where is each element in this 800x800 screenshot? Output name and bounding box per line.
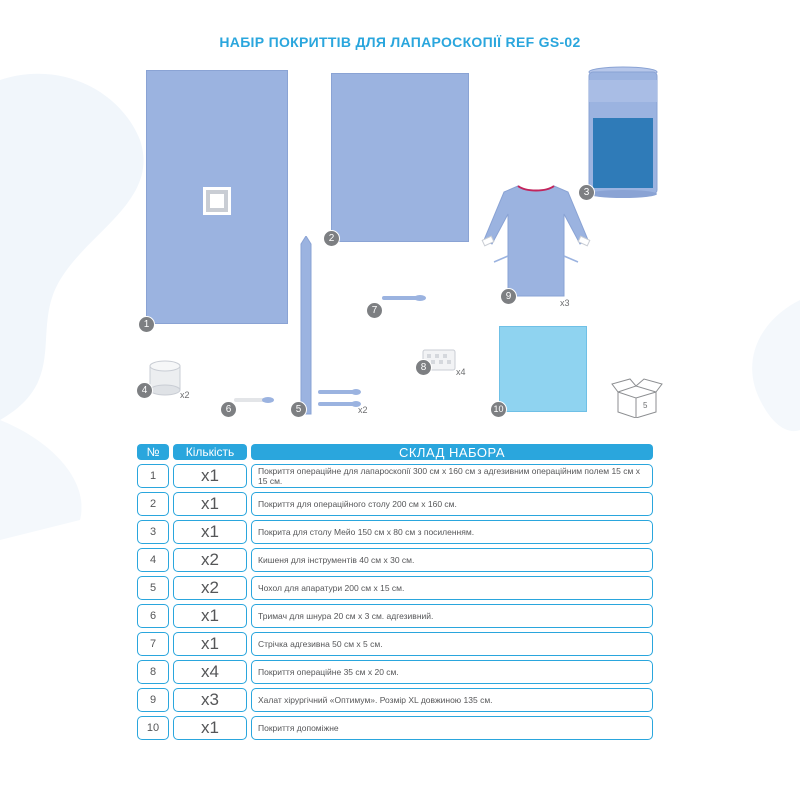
- row-quantity: x3: [173, 688, 247, 712]
- item-badge-10: 10: [490, 401, 507, 418]
- row-description: Тримач для шнура 20 см х 3 см. адгезивний.: [251, 604, 653, 628]
- table-row: [137, 492, 653, 516]
- header-quantity: Кількість: [173, 444, 247, 460]
- qty-label-4: x2: [180, 390, 190, 400]
- item-badge-7: 7: [366, 302, 383, 319]
- table-row: [137, 548, 653, 572]
- row-quantity: x1: [173, 716, 247, 740]
- item-badge-8: 8: [415, 359, 432, 376]
- row-number: 9: [137, 688, 169, 712]
- qty-label-8: x4: [456, 367, 466, 377]
- row-description: Покриття операційне 35 см х 20 см.: [251, 660, 653, 684]
- item-badge-9: 9: [500, 288, 517, 305]
- item-badge-2: 2: [323, 230, 340, 247]
- table-row: [137, 688, 653, 712]
- row-number: 4: [137, 548, 169, 572]
- drape-table-cover: [331, 73, 469, 242]
- qty-label-9: x3: [560, 298, 570, 308]
- row-quantity: x1: [173, 604, 247, 628]
- item-badge-1: 1: [138, 316, 155, 333]
- row-quantity: x2: [173, 548, 247, 572]
- row-quantity: x2: [173, 576, 247, 600]
- row-quantity: x4: [173, 660, 247, 684]
- cord-holder: [234, 394, 276, 406]
- composition-table: [133, 440, 657, 744]
- table-header-row: [137, 444, 653, 460]
- row-description: Халат хірургічний «Оптимум». Розмір XL довжиною 135 см.: [251, 688, 653, 712]
- row-number: 6: [137, 604, 169, 628]
- adhesive-tape: [382, 292, 428, 304]
- row-description: Стрічка адгезивна 50 см х 5 см.: [251, 632, 653, 656]
- row-description: Кишеня для інструментів 40 см х 30 см.: [251, 548, 653, 572]
- row-number: 8: [137, 660, 169, 684]
- row-quantity: x1: [173, 520, 247, 544]
- tie-strips: [318, 386, 362, 412]
- surgical-gown-icon: [480, 180, 592, 304]
- table-row: [137, 604, 653, 628]
- item-badge-5: 5: [290, 401, 307, 418]
- table-row: [137, 716, 653, 740]
- box-icon: [610, 378, 664, 418]
- row-description: Покриття для операційного столу 200 см х 160 см.: [251, 492, 653, 516]
- table-row: [137, 520, 653, 544]
- header-contents: СКЛАД НАБОРА: [251, 444, 653, 460]
- row-quantity: x1: [173, 492, 247, 516]
- drape-laparoscopy: [146, 70, 288, 324]
- row-description: Чохол для апаратури 200 см х 15 см.: [251, 576, 653, 600]
- equipment-cover: [296, 236, 316, 418]
- page-title: НАБІР ПОКРИТТІВ ДЛЯ ЛАПАРОСКОПІЇ REF GS-02: [219, 34, 581, 50]
- table-row: [137, 464, 653, 488]
- row-quantity: x1: [173, 632, 247, 656]
- qty-label-5: x2: [358, 405, 368, 415]
- row-number: 2: [137, 492, 169, 516]
- item-badge-6: 6: [220, 401, 237, 418]
- row-quantity: x1: [173, 464, 247, 488]
- adhesive-field: [203, 187, 231, 215]
- row-description: Покриття допоміжне: [251, 716, 653, 740]
- item-badge-3: 3: [578, 184, 595, 201]
- header-number: №: [137, 444, 169, 460]
- table-row: [137, 576, 653, 600]
- box-label: 5: [643, 401, 648, 410]
- row-number: 5: [137, 576, 169, 600]
- table-row: [137, 632, 653, 656]
- item-badge-4: 4: [136, 382, 153, 399]
- mayo-stand-cover: [586, 66, 660, 200]
- row-number: 3: [137, 520, 169, 544]
- row-number: 1: [137, 464, 169, 488]
- row-description: Покрита для столу Мейо 150 см х 80 см з посиленням.: [251, 520, 653, 544]
- auxiliary-drape: [499, 326, 587, 412]
- row-description: Покриття операційне для лапароскопії 300 см х 160 см з адгезивним операційним полем 15 см х 15 см.: [251, 464, 653, 488]
- row-number: 7: [137, 632, 169, 656]
- table-row: [137, 660, 653, 684]
- instrument-pocket: [148, 360, 182, 396]
- row-number: 10: [137, 716, 169, 740]
